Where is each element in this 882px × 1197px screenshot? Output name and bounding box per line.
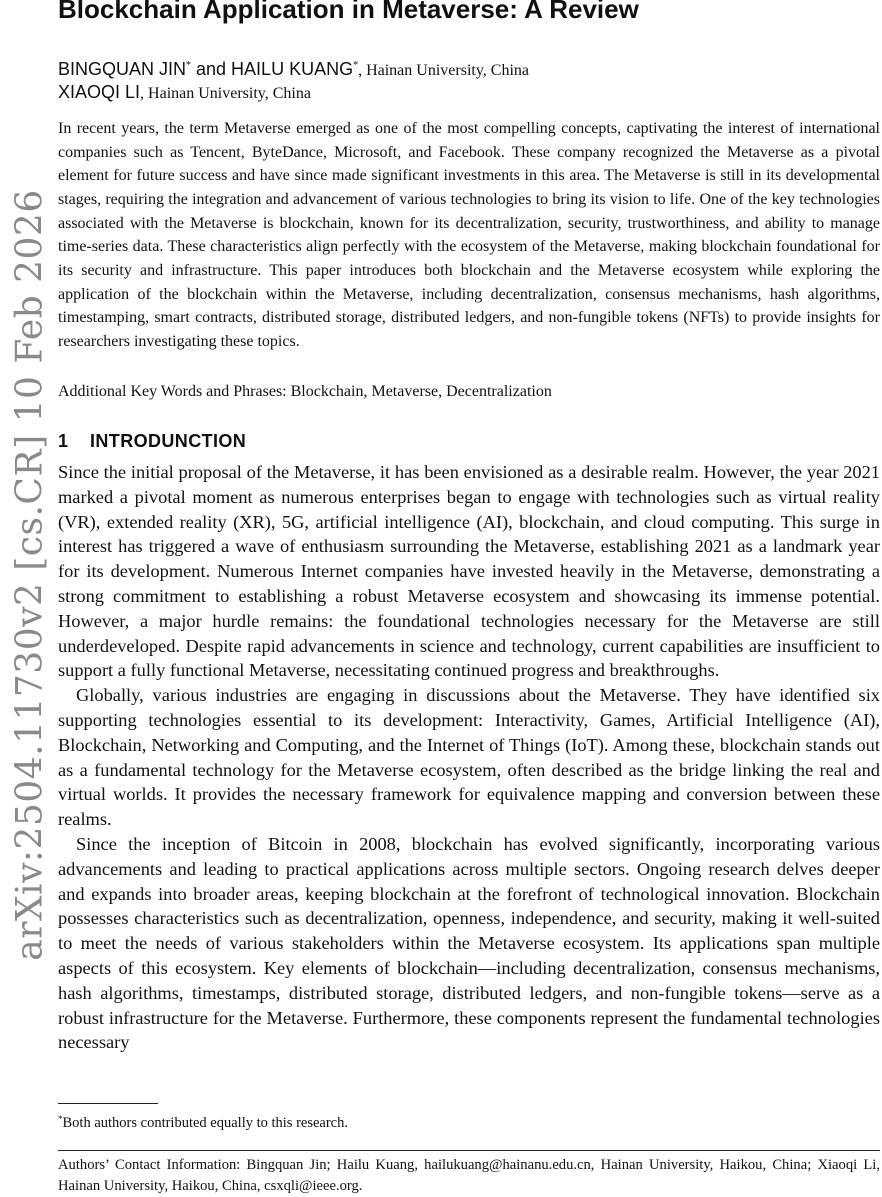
paper-title: Blockchain Application in Metaverse: A Review (58, 0, 639, 24)
section-title: INTRODUNCTION (90, 431, 247, 451)
paragraph: Since the initial proposal of the Metaverse, it has been envisioned as a desirable realm. However, the year 2021 marked a pivotal moment as numerous enterprises began to engage with technologies such as virtual reality (VR), extended reality (XR), 5G, artificial intelligence (AI), blockchain, and cloud computing. This surge in interest has triggered a wave of enthusiasm surrounding the Metaverse, establishing 2021 as a landmark year for its development. Numerous Internet companies have invested heavily in the Metaverse, demonstrating a strong commitment to establishing a robust Metaverse ecosystem and showcasing its immense potential. However, a major hurdle remains: the foundational technologies necessary for the Metaverse are still underdeveloped. Despite rapid advancements in science and technology, current capabilities are insufficient to support a fully functional Metaverse, necessitating continued progress and breakthroughs. (58, 462, 880, 681)
contact-rule (58, 1150, 880, 1151)
author-line-1 (58, 53, 858, 79)
equal-contribution-mark: * (353, 60, 359, 71)
contact-information: Authors’ Contact Information: Bingquan Jin; Hailu Kuang, hailukuang@hainanu.edu.cn, Hainan University, Haikou, China; Xiaoqi Li, Hainan University, Haikou, China, csxqli@ieee.org. (58, 1157, 880, 1194)
author-line-2 (58, 79, 858, 105)
author-block (58, 53, 858, 105)
footnote (58, 1110, 348, 1132)
section-number: 1 (58, 431, 69, 451)
section-heading (58, 431, 246, 452)
arxiv-identifier: arXiv:2504.11730v2 [cs.CR] 10 Feb 2026 (9, 189, 51, 961)
author-name-kuang: and HAILU KUANG (191, 59, 354, 79)
author-affiliation: , Hainan University, China (140, 85, 311, 102)
paragraph: Globally, various industries are engaging in discussions about the Metaverse. They have identified six supporting technologies essential to its development: Interactivity, Games, Artificial Intelligence (AI), Blockchain, Networking and Computing, and the Internet of Things (IoT). Among these, blockchain stands out as a fundamental technology for the Metaverse ecosystem, often described as the bridge linking the real and virtual worlds. It provides the necessary framework for equivalence mapping and conversion between these realms. (58, 685, 880, 830)
author-affiliation: , Hainan University, China (358, 62, 530, 79)
keywords: Additional Key Words and Phrases: Blockchain, Metaverse, Decentralization (58, 383, 552, 400)
author-name-jin: BINGQUAN JIN (58, 59, 187, 79)
footnote-text: Both authors contributed equally to this research. (62, 1115, 348, 1131)
paragraph: Since the inception of Bitcoin in 2008, blockchain has evolved significantly, incorporating various advancements and leading to practical applications across multiple sectors. Ongoing research delves deeper and expands into broader areas, keeping blockchain at the forefront of technological innovation. Blockchain possesses characteristics such as decentralization, openness, independence, and security, making it well-suited to meet the needs of various stakeholders within the Metaverse ecosystem. Its applications span multiple aspects of this ecosystem. Key elements of blockchain—including decentralization, consensus mechanisms, hash algorithms, timestamps, distributed storage, distributed ledgers, and non-fungible tokens—serve as a robust infrastructure for the Metaverse. Furthermore, these components represent the fundamental technologies necessary (58, 833, 880, 1053)
footnote-mark: * (58, 1114, 63, 1124)
equal-contribution-mark: * (186, 60, 192, 71)
footnote-rule (58, 1103, 158, 1104)
introduction-body (58, 460, 880, 1055)
author-name-li: XIAOQI LI (58, 82, 141, 102)
abstract: In recent years, the term Metaverse emerged as one of the most compelling concepts, captivating the interest of international companies such as Tencent, ByteDance, Microsoft, and Facebook. These company recognized the Metaverse as a pivotal element for future success and have since made significant investments in this area. The Metaverse is still in its developmental stages, requiring the integration and advancement of various technologies to bring its vision to life. One of the key technologies associated with the Metaverse is blockchain, known for its decentralization, security, trustworthiness, and ability to manage time-series data. These characteristics align perfectly with the ecosystem of the Metaverse, making blockchain foundational for its security and infrastructure. This paper introduces both blockchain and the Metaverse ecosystem while exploring the application of the blockchain within the Metaverse, including decentralization, consensus mechanisms, hash algorithms, timestamping, smart contracts, distributed storage, distributed ledgers, and non-fungible tokens (NFTs) to provide insights for researchers investigating these topics. (58, 120, 880, 350)
